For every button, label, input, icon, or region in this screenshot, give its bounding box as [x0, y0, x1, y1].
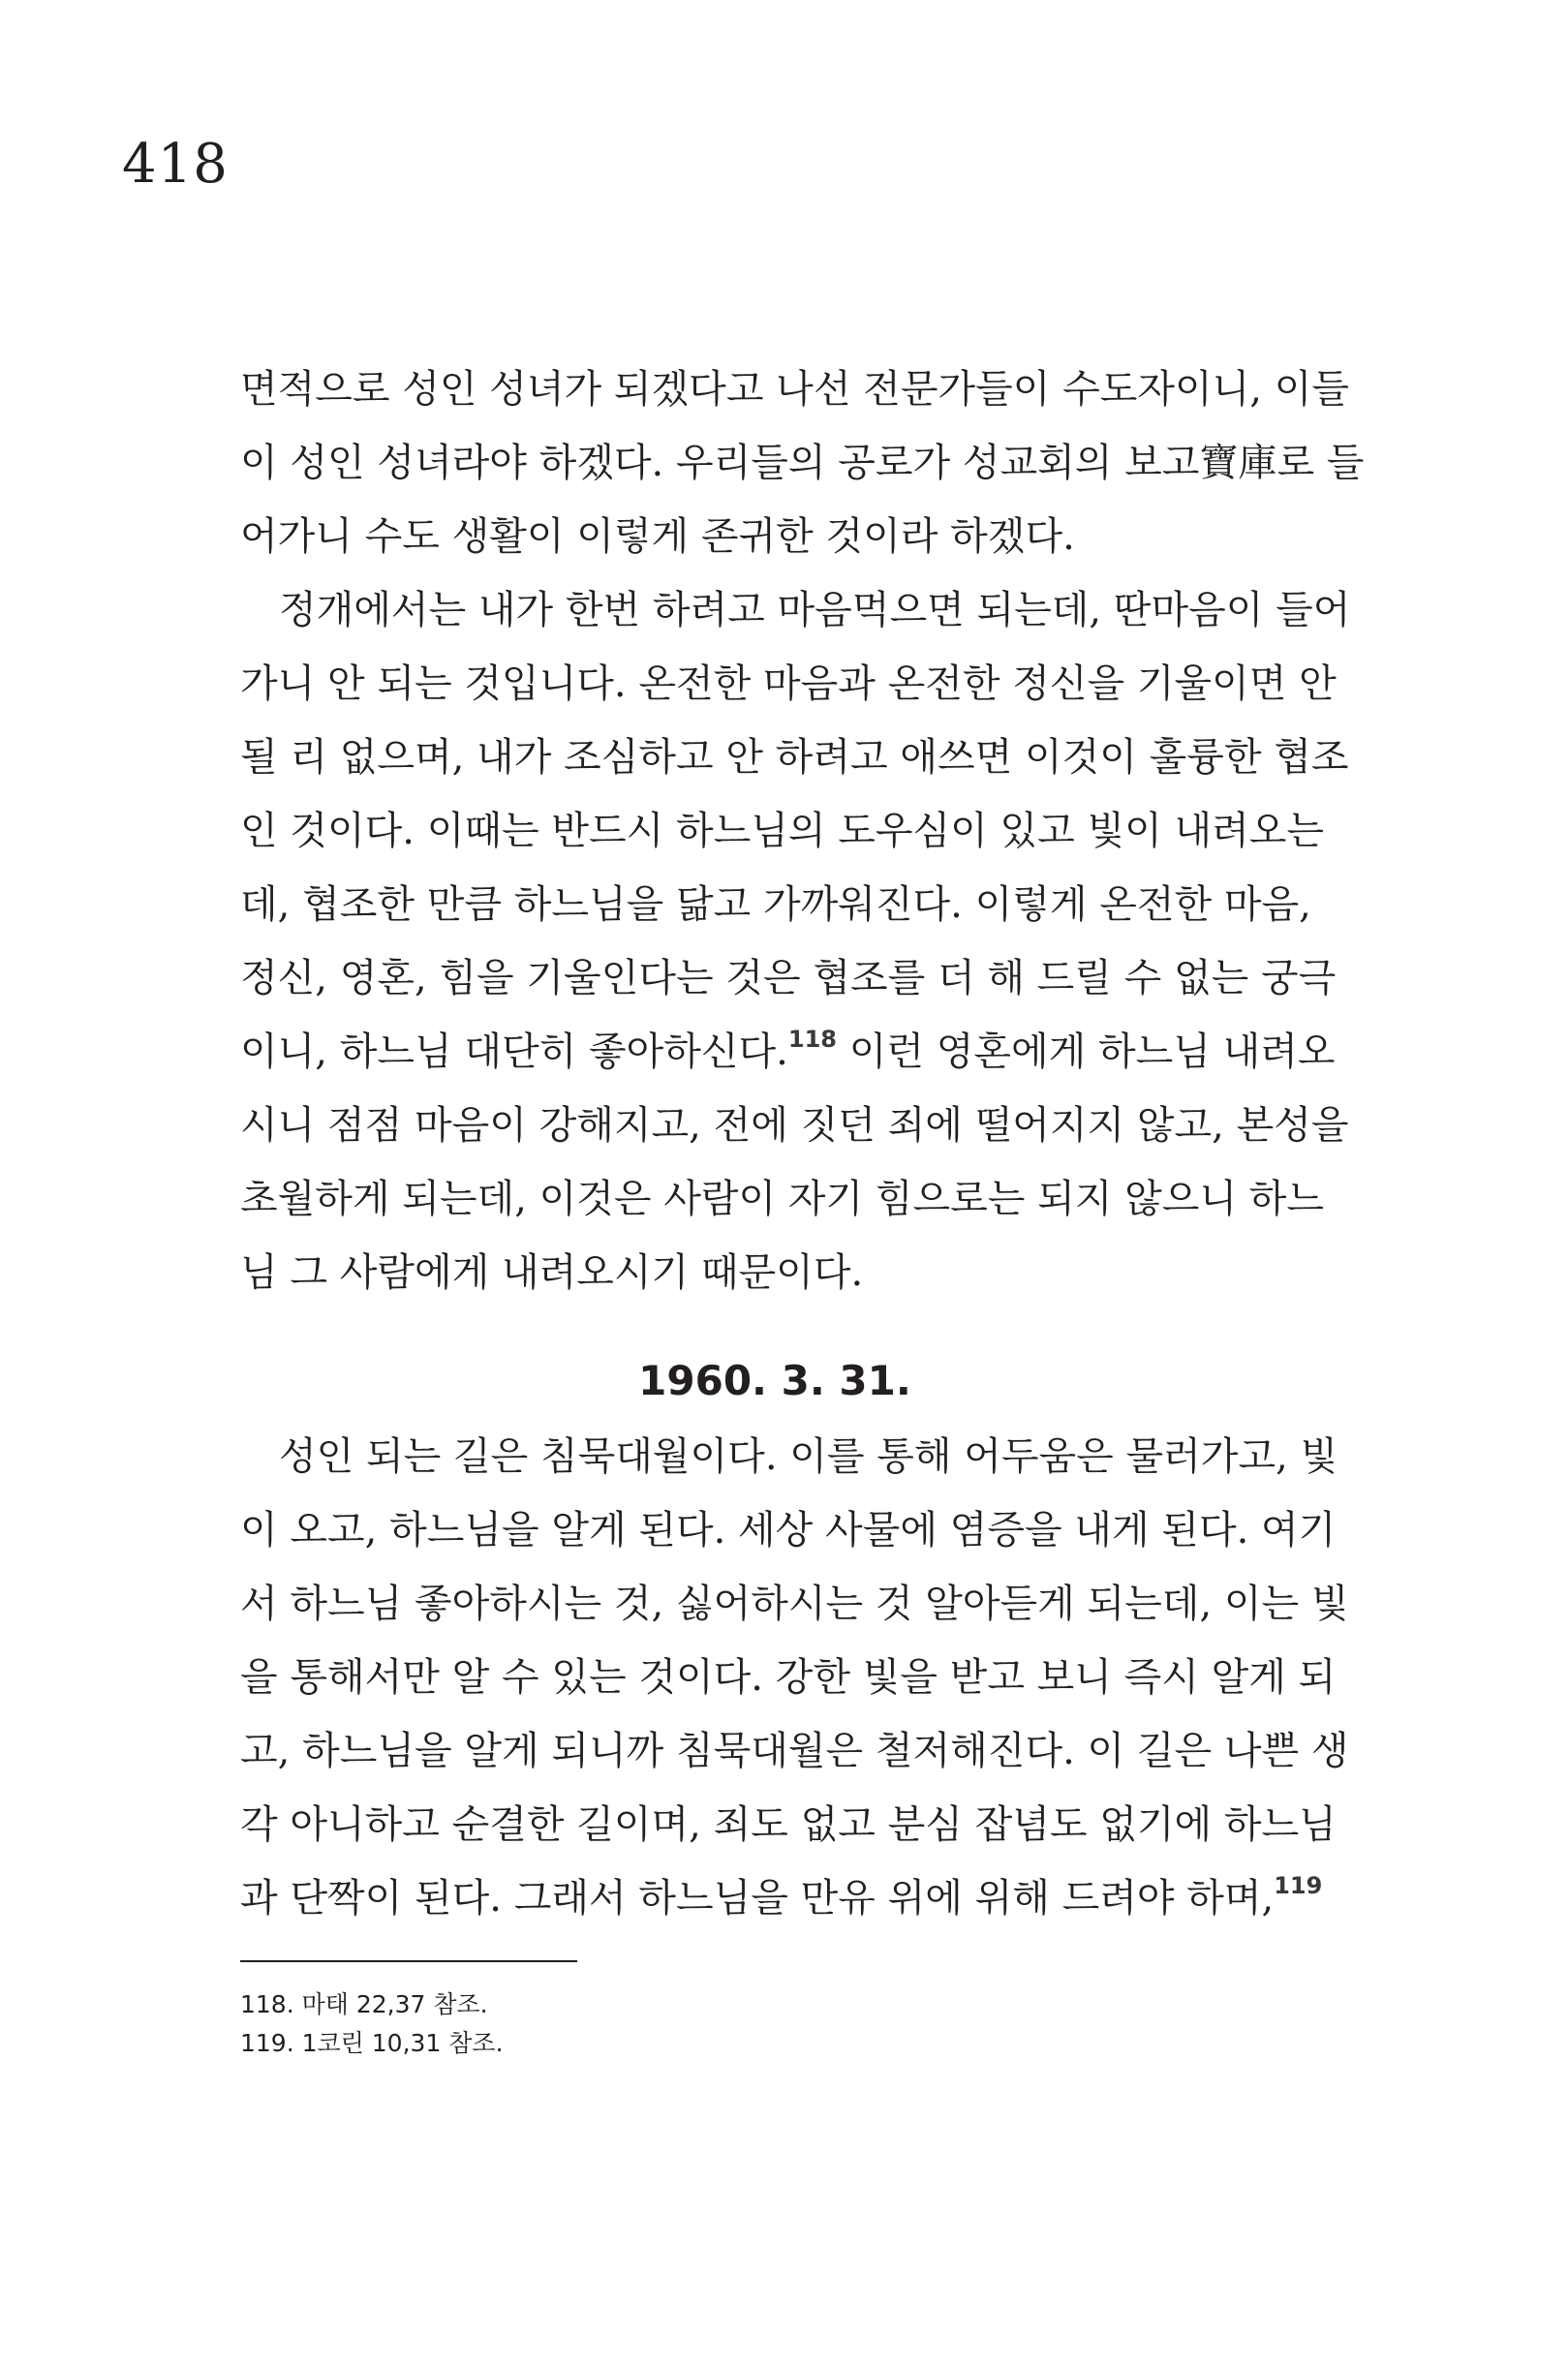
text-line-with-footnote-ref — [240, 1861, 1323, 1935]
text-line: 이 오고, 하느님을 알게 된다. 세상 사물에 염증을 내게 된다. 여기 — [240, 1508, 1337, 1553]
footnote-ref-119[interactable]: 119 — [1274, 1872, 1323, 1899]
text-line: 면적으로 성인 성녀가 되겠다고 나선 전문가들이 수도자이니, 이들 — [240, 367, 1349, 412]
text-line: 을 통해서만 알 수 있는 것이다. 강한 빛을 받고 보니 즉시 알게 되 — [240, 1655, 1337, 1700]
footnote-119: 119. 1코린 10,31 참조. — [240, 2029, 504, 2057]
page-number: 418 — [122, 133, 229, 196]
text-line: 초월하게 되는데, 이것은 사람이 자기 힘으로는 되지 않으니 하느 — [240, 1177, 1325, 1221]
text-line: 어가니 수도 생활이 이렇게 존귀한 것이라 하겠다. — [240, 514, 1075, 559]
text-line: 각 아니하고 순결한 길이며, 죄도 없고 분심 잡념도 없기에 하느님 — [240, 1802, 1337, 1847]
text-line: 가니 안 되는 것입니다. 온전한 마음과 온전한 정신을 기울이면 안 — [240, 661, 1337, 706]
text-segment: 이니, 하느님 대단히 좋아하신다. — [240, 1030, 788, 1074]
text-line: 고, 하느님을 알게 되니까 침묵대월은 철저해진다. 이 길은 나쁜 생 — [240, 1729, 1349, 1773]
text-line: 데, 협조한 만큼 하느님을 닮고 가까워진다. 이렇게 온전한 마음, — [240, 882, 1311, 927]
text-line: 이 성인 성녀라야 하겠다. 우리들의 공로가 성교회의 보고寶庫로 들 — [240, 441, 1365, 485]
footnote-divider — [240, 1960, 577, 1962]
text-line: 님 그 사람에게 내려오시기 때문이다. — [240, 1250, 864, 1295]
text-segment: 과 단짝이 된다. 그래서 하느님을 만유 위에 위해 드려야 하며, — [240, 1876, 1275, 1921]
text-line: 될 리 없으며, 내가 조심하고 안 하려고 애쓰면 이것이 훌륭한 협조 — [240, 735, 1349, 780]
text-line: 성인 되는 길은 침묵대월이다. 이를 통해 어두움은 물러가고, 빛 — [279, 1434, 1338, 1479]
footnote-118: 118. 마태 22,37 참조. — [240, 1990, 488, 2018]
text-line-with-footnote-ref — [240, 1015, 1336, 1089]
footnote-ref-118[interactable]: 118 — [787, 1026, 838, 1053]
text-line: 인 것이다. 이때는 반드시 하느님의 도우심이 있고 빛이 내려오는 — [240, 809, 1325, 853]
text-line: 서 하느님 좋아하시는 것, 싫어하시는 것 알아듣게 되는데, 이는 빛 — [240, 1582, 1349, 1626]
text-line: 정개에서는 내가 한번 하려고 마음먹으면 되는데, 딴마음이 들어 — [279, 588, 1351, 632]
text-segment: 이런 영혼에게 하느님 내려오 — [837, 1030, 1336, 1074]
text-line: 정신, 영혼, 힘을 기울인다는 것은 협조를 더 해 드릴 수 없는 궁극 — [240, 956, 1337, 1000]
date-heading: 1960. 3. 31. — [638, 1357, 911, 1404]
text-line: 시니 점점 마음이 강해지고, 전에 짓던 죄에 떨어지지 않고, 본성을 — [240, 1103, 1349, 1148]
